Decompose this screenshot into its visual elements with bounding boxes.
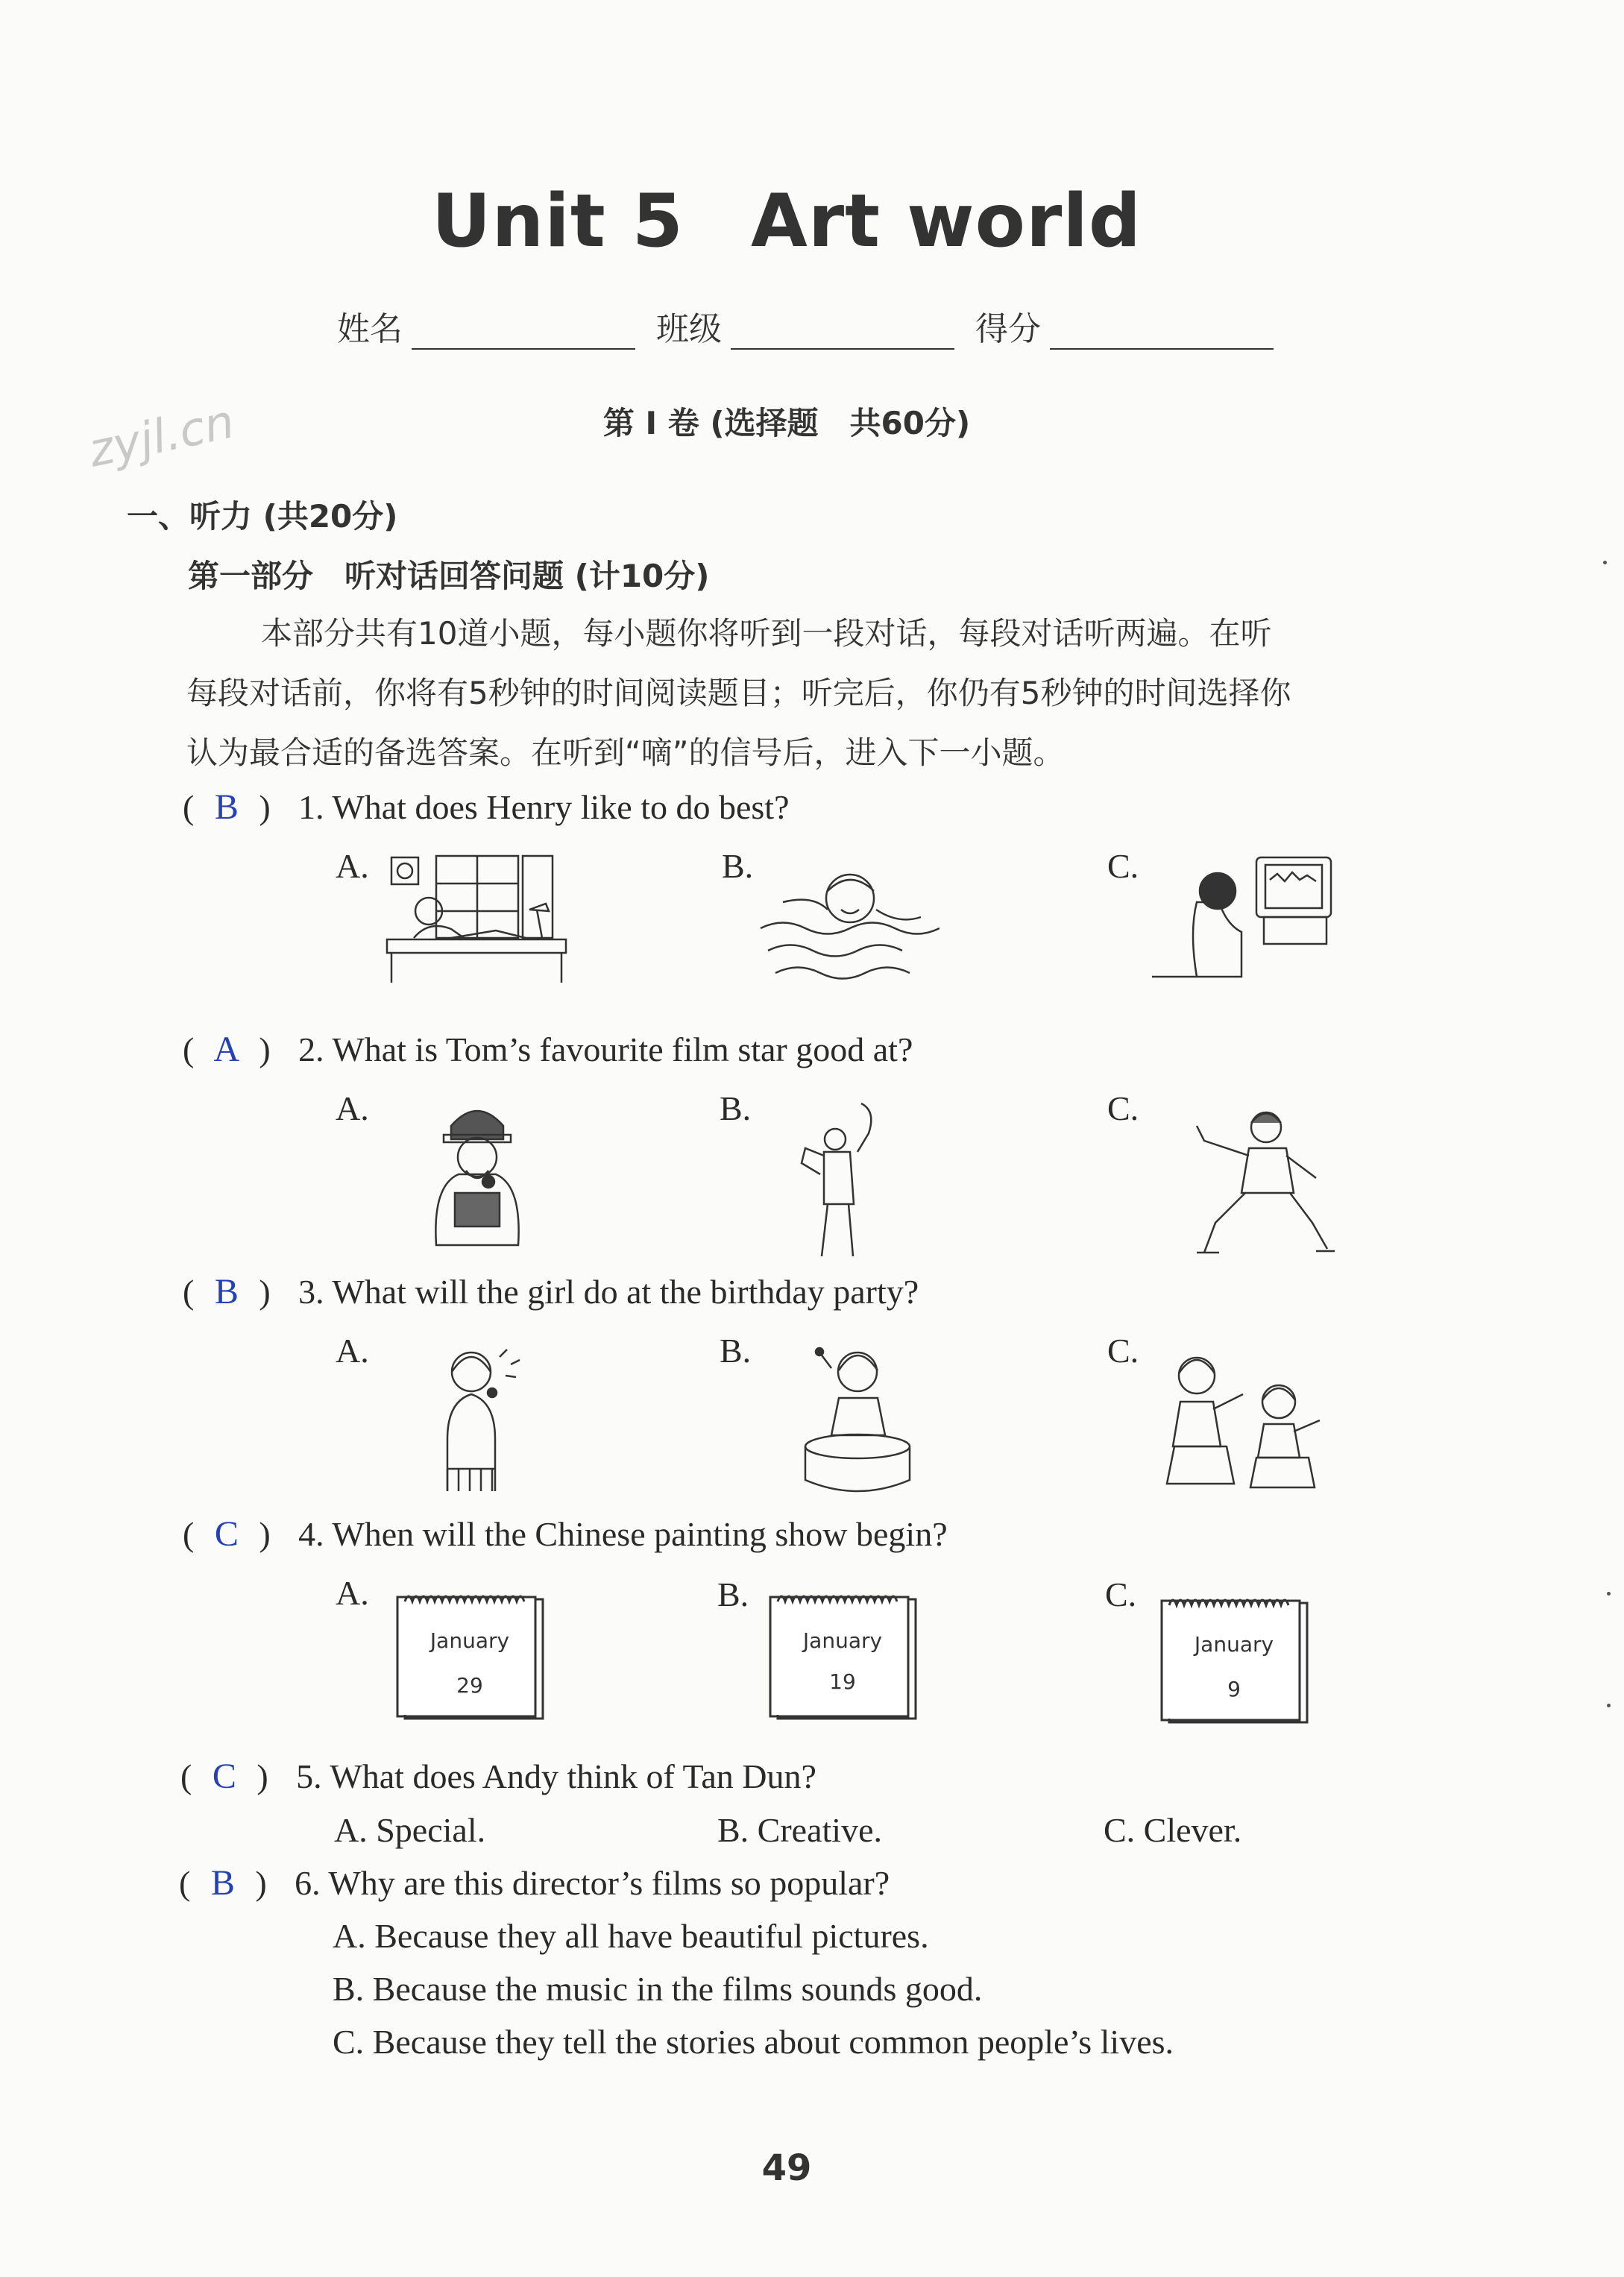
page-title: [0, 179, 1573, 264]
part-heading: 第一部分 听对话回答问题 (计10分): [188, 558, 710, 594]
question-5-text: 5. What does Andy think of Tan Dun?: [296, 1757, 816, 1795]
score-label: 得分: [975, 310, 1041, 348]
q2-option-a-label: A.: [336, 1089, 369, 1127]
question-2-text: 2. What is Tom’s favourite film star good at?: [298, 1030, 913, 1068]
q4-option-a-label: A.: [336, 1574, 369, 1612]
calendar-a-day: 29: [456, 1673, 483, 1698]
dancer-picture[interactable]: [790, 1096, 895, 1260]
page-number: 49: [761, 2147, 812, 2189]
watermark: zyjl.cn: [84, 394, 239, 478]
calendar-b-day: 19: [829, 1669, 856, 1694]
student-info-row: [337, 302, 1284, 350]
instruction-line-3: 认为最合适的备选答案。在听到“嘀”的信号后，进入下一小题。: [186, 734, 1065, 771]
question-4: ( C ) 4. When will the Chinese painting show begin?: [183, 1514, 948, 1554]
name-label: 姓名: [337, 310, 403, 348]
unit-name: Art world: [751, 179, 1142, 264]
question-4-text: 4. When will the Chinese painting show begin?: [298, 1515, 948, 1553]
instruction-line-1: 本部分共有10道小题，每小题你将听到一段对话，每段对话听两遍。在听: [261, 615, 1272, 652]
answer-3[interactable]: B: [214, 1272, 239, 1311]
watching-tv-picture[interactable]: [1152, 850, 1346, 984]
swimming-picture[interactable]: [753, 857, 940, 984]
calendar-c-day: 9: [1227, 1677, 1241, 1701]
question-5: ( C ) 5. What does Andy think of Tan Dun?: [180, 1757, 816, 1796]
q1-option-b-label: B.: [722, 847, 754, 885]
studying-at-desk-picture[interactable]: [377, 850, 570, 984]
q4-option-c-label: C.: [1105, 1575, 1137, 1613]
score-blank[interactable]: [1050, 318, 1274, 350]
kung-fu-picture[interactable]: [1178, 1103, 1342, 1260]
answer-1[interactable]: B: [214, 787, 239, 827]
girl-singing-picture[interactable]: [425, 1342, 537, 1491]
answer-6[interactable]: B: [210, 1863, 235, 1903]
q5-option-b[interactable]: B. Creative.: [717, 1811, 882, 1849]
question-2: ( A ) 2. What is Tom’s favourite film star good at?: [183, 1030, 913, 1069]
opera-singer-picture[interactable]: [421, 1096, 533, 1253]
name-blank[interactable]: [412, 318, 635, 350]
unit-number: Unit 5: [431, 179, 684, 264]
q1-option-c-label: C.: [1107, 847, 1139, 885]
calendar-b-month: January: [802, 1628, 883, 1653]
q6-option-b[interactable]: B. Because the music in the films sounds good.: [333, 1970, 983, 2008]
class-label: 班级: [656, 310, 722, 348]
q2-option-b-label: B.: [720, 1089, 752, 1127]
answer-2[interactable]: A: [213, 1030, 240, 1069]
q4-option-b-label: B.: [717, 1575, 749, 1613]
margin-dot: [1603, 561, 1607, 564]
question-6: ( B ) 6. Why are this director’s films so popular?: [179, 1863, 890, 1903]
calendar-a-month: January: [429, 1628, 510, 1653]
q6-option-a[interactable]: A. Because they all have beautiful pictures.: [333, 1917, 929, 1955]
q5-option-c[interactable]: C. Clever.: [1104, 1811, 1242, 1849]
calendar-b[interactable]: [764, 1588, 925, 1722]
q3-option-a-label: A.: [336, 1332, 369, 1370]
margin-dot: [1607, 1704, 1611, 1707]
margin-dot: [1607, 1592, 1611, 1596]
class-blank[interactable]: [731, 318, 954, 350]
question-3-text: 3. What will the girl do at the birthday party?: [298, 1273, 919, 1311]
question-1: ( B ) 1. What does Henry like to do best?: [183, 787, 790, 827]
q5-option-a[interactable]: A. Special.: [334, 1811, 486, 1849]
girls-dancing-picture[interactable]: [1145, 1349, 1338, 1491]
instruction-line-2: 每段对话前，你将有5秒钟的时间阅读题目；听完后，你仍有5秒钟的时间选择你: [186, 675, 1291, 711]
calendar-c-month: January: [1194, 1632, 1274, 1657]
volume-heading: 第 I 卷 (选择题 共60分): [602, 405, 971, 441]
answer-5[interactable]: C: [212, 1757, 236, 1796]
question-6-text: 6. Why are this director’s films so popular?: [295, 1864, 890, 1902]
calendar-c[interactable]: [1156, 1592, 1316, 1726]
q3-option-b-label: B.: [720, 1332, 752, 1370]
section-heading: 一、听力 (共20分): [127, 498, 398, 535]
q6-option-c[interactable]: C. Because they tell the stories about common people’s lives.: [333, 2023, 1174, 2061]
q3-option-c-label: C.: [1107, 1332, 1139, 1370]
q1-option-a-label: A.: [336, 847, 369, 885]
girl-drumming-picture[interactable]: [787, 1342, 921, 1495]
question-3: ( B ) 3. What will the girl do at the birthday party?: [183, 1272, 919, 1311]
question-1-text: 1. What does Henry like to do best?: [298, 788, 790, 826]
answer-4[interactable]: C: [214, 1514, 239, 1554]
calendar-a[interactable]: [391, 1588, 552, 1722]
q2-option-c-label: C.: [1107, 1089, 1139, 1127]
